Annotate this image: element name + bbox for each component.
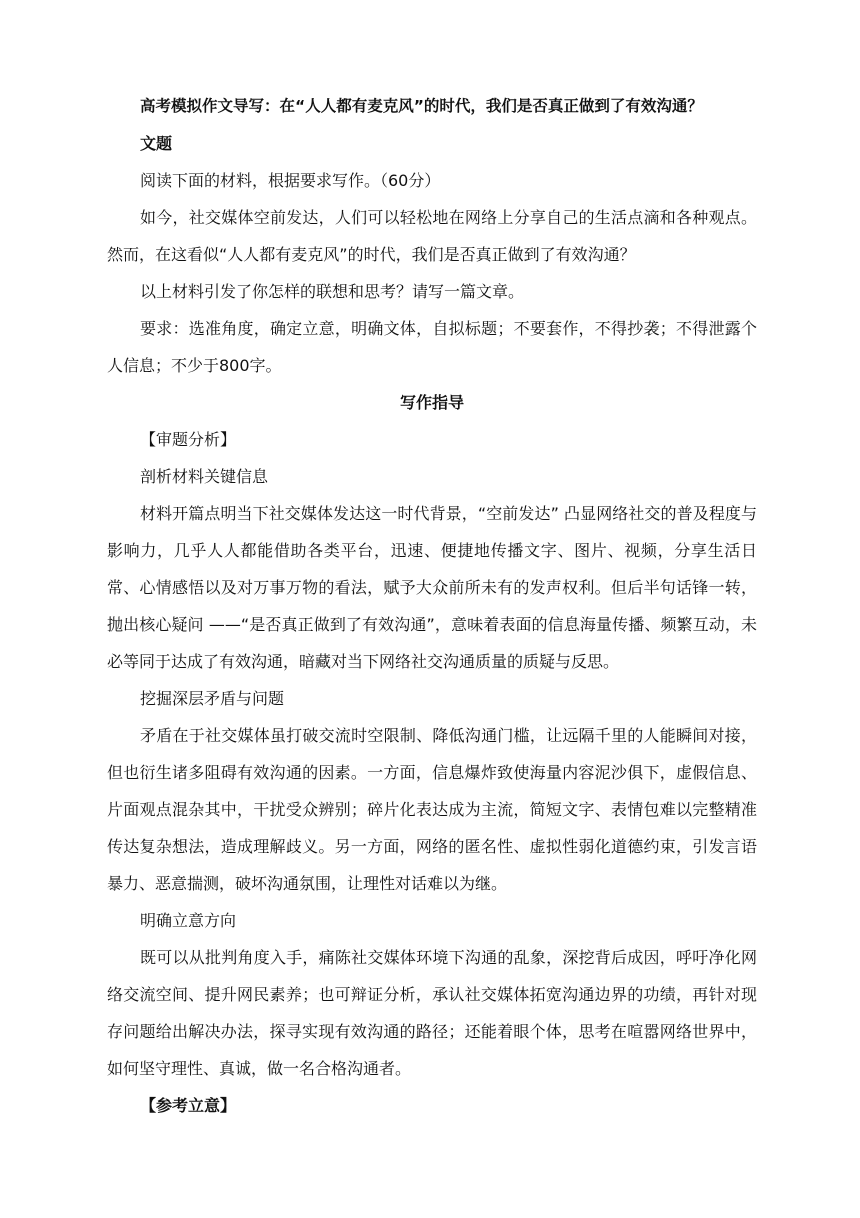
reference-heading: 【参考立意】	[140, 1096, 237, 1115]
analysis-subheading-3: 明确立意方向	[140, 911, 237, 930]
document-page	[107, 88, 757, 1124]
prompt-intro: 阅读下面的材料，根据要求写作。（60分）	[140, 171, 441, 190]
analysis-paragraph-1: 材料开篇点明当下社交媒体发达这一时代背景，“空前发达” 凸显网络社交的普及程度与影响力，几乎人人都能借助各类平台，迅速、便捷地传播文字、图片、视频，分享生活日常、心情感悟以及对万事万物的看法，赋予大众前所未有的发声权利。但后半句话锋一转，抛出核心疑问 ——“是否真正做到了有效沟通”，意味着表面的信息海量传播、频繁互动，未必等同于达成了有效沟通，暗藏对当下网络社交沟通质量的质疑与反思。	[107, 504, 757, 671]
prompt-requirements: 要求：选准角度，确定立意，明确文体，自拟标题；不要套作，不得抄袭；不得泄露个人信息；不少于800字。	[107, 319, 757, 375]
analysis-heading: 【审题分析】	[140, 430, 237, 449]
prompt-material: 如今，社交媒体空前发达，人们可以轻松地在网络上分享自己的生活点滴和各种观点。然而，在这看似“人人都有麦克风”的时代，我们是否真正做到了有效沟通？	[107, 208, 757, 264]
analysis-subheading-1: 剖析材料关键信息	[140, 467, 269, 486]
guide-heading: 写作指导	[399, 393, 464, 412]
analysis-paragraph-2: 矛盾在于社交媒体虽打破交流时空限制、降低沟通门槛，让远隔千里的人能瞬间对接，但也衍生诸多阻碍有效沟通的因素。一方面，信息爆炸致使海量内容泥沙俱下，虚假信息、片面观点混杂其中，干扰受众辨别；碎片化表达成为主流，简短文字、表情包难以完整精准传达复杂想法，造成理解歧义。另一方面，网络的匿名性、虚拟性弱化道德约束，引发言语暴力、恶意揣测，破坏沟通氛围，让理性对话难以为继。	[107, 726, 757, 893]
prompt-section-label: 文题	[140, 134, 173, 153]
document-title: 高考模拟作文导写：在“人人都有麦克风”的时代，我们是否真正做到了有效沟通？	[140, 97, 703, 115]
analysis-subheading-2: 挖掘深层矛盾与问题	[140, 689, 285, 708]
analysis-paragraph-3: 既可以从批判角度入手，痛陈社交媒体环境下沟通的乱象，深挖背后成因，呼吁净化网络交流空间、提升网民素养；也可辩证分析，承认社交媒体拓宽沟通边界的功绩，再针对现存问题给出解决办法，探寻实现有效沟通的路径；还能着眼个体，思考在喧嚣网络世界中，如何坚守理性、真诚，做一名合格沟通者。	[107, 948, 757, 1078]
prompt-question: 以上材料引发了你怎样的联想和思考？请写一篇文章。	[140, 282, 525, 301]
